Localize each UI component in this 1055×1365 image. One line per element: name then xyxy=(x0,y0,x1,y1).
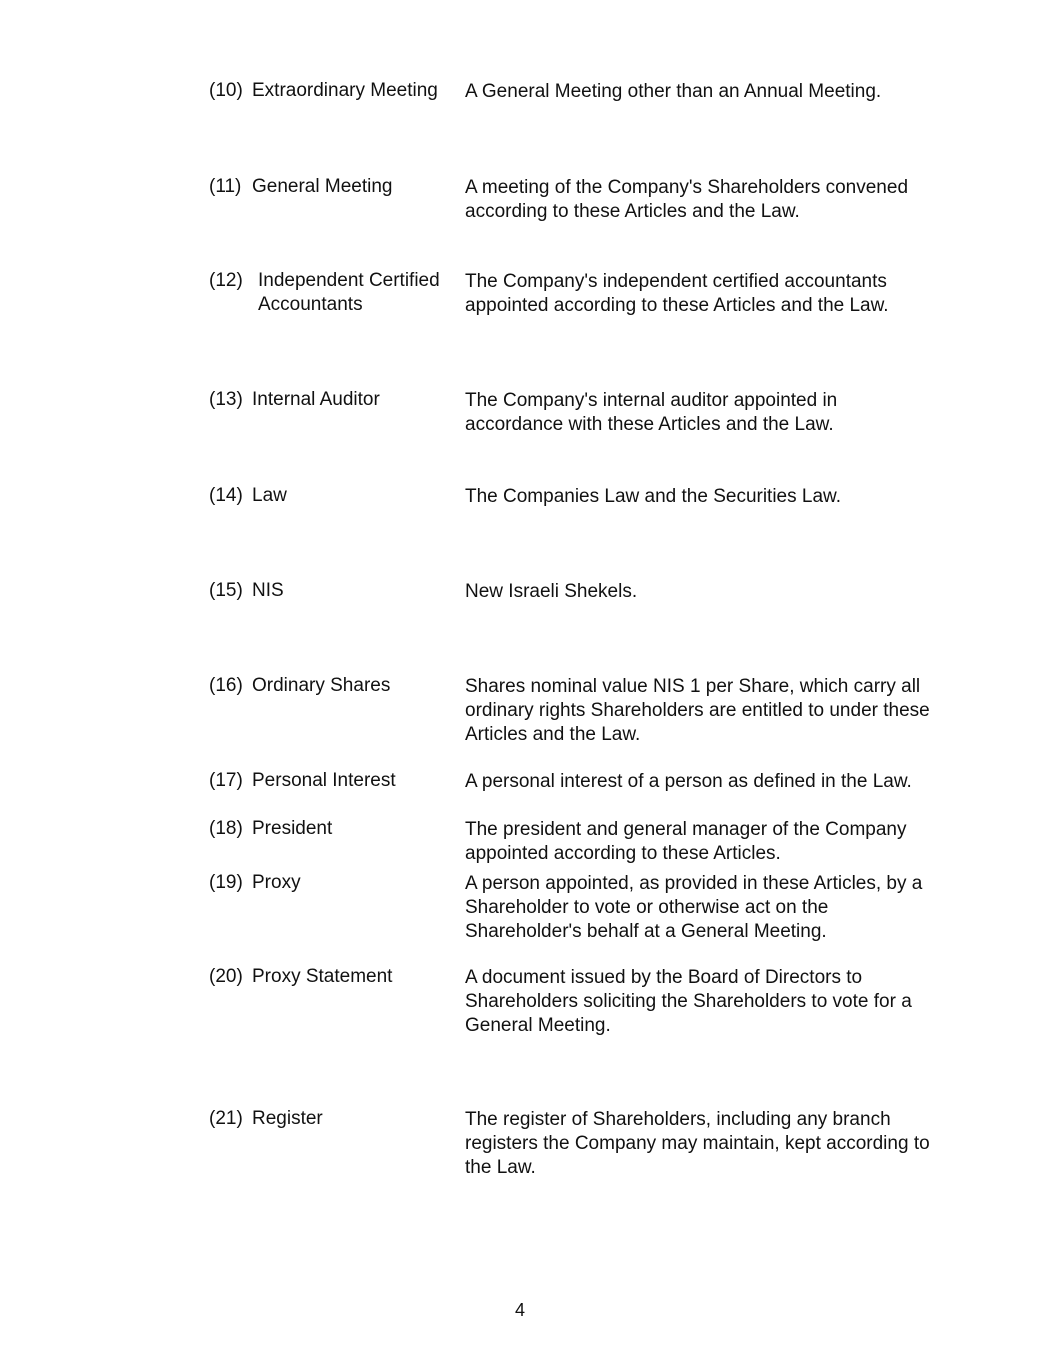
definition-meaning: The Company's independent certified accountants appointed according to these Articles and the Law. xyxy=(465,271,889,316)
definition-meaning: A meeting of the Company's Shareholders convened according to these Articles and the Law. xyxy=(465,177,909,222)
definition-term: Internal Auditor xyxy=(252,389,380,410)
definition-term: Personal Interest xyxy=(252,770,396,791)
definition-meaning: A personal interest of a person as defined in the Law. xyxy=(465,771,912,792)
definition-number: (17) xyxy=(209,770,243,791)
definition-term: General Meeting xyxy=(252,176,393,197)
definition-term: Ordinary Shares xyxy=(252,675,391,696)
definition-meaning: The register of Shareholders, including any branch registers the Company may maintain, kept according to the Law. xyxy=(465,1109,930,1178)
definition-term: NIS xyxy=(252,580,284,601)
definition-meaning: A person appointed, as provided in these Articles, by a Shareholder to vote or otherwise act on the Shareholder's behalf at a General Meeting. xyxy=(465,873,923,942)
definition-number: (10) xyxy=(209,80,243,101)
definition-term: Law xyxy=(252,485,287,506)
definition-meaning: The Companies Law and the Securities Law. xyxy=(465,486,841,507)
definition-term: President xyxy=(252,818,333,839)
definition-meaning: The president and general manager of the Company appointed according to these Articles. xyxy=(465,819,907,864)
definition-meaning: A document issued by the Board of Directors to Shareholders soliciting the Shareholders to vote for a General Meeting. xyxy=(465,967,912,1036)
definition-number: (16) xyxy=(209,675,243,696)
page-number: 4 xyxy=(514,1300,525,1320)
definition-meaning: The Company's internal auditor appointed in accordance with these Articles and the Law. xyxy=(465,390,838,435)
definition-number: (12) xyxy=(209,270,243,291)
definition-term: Register xyxy=(252,1108,323,1129)
definition-term: Proxy Statement xyxy=(252,966,393,987)
definition-number: (20) xyxy=(209,966,243,987)
definition-term: Extraordinary Meeting xyxy=(252,80,438,101)
definition-number: (21) xyxy=(209,1108,243,1129)
definition-meaning: New Israeli Shekels. xyxy=(465,581,638,602)
definition-number: (11) xyxy=(209,176,242,197)
definition-number: (14) xyxy=(209,485,243,506)
definition-term: Proxy xyxy=(252,872,301,893)
definition-number: (15) xyxy=(209,580,243,601)
definition-number: (18) xyxy=(209,818,243,839)
definition-number: (13) xyxy=(209,389,243,410)
definition-meaning: A General Meeting other than an Annual Meeting. xyxy=(465,81,882,102)
definition-term: Independent Certified Accountants xyxy=(258,270,440,315)
definition-meaning: Shares nominal value NIS 1 per Share, which carry all ordinary rights Shareholders are entitled to under these Articles and the Law. xyxy=(465,676,930,745)
definition-number: (19) xyxy=(209,872,243,893)
